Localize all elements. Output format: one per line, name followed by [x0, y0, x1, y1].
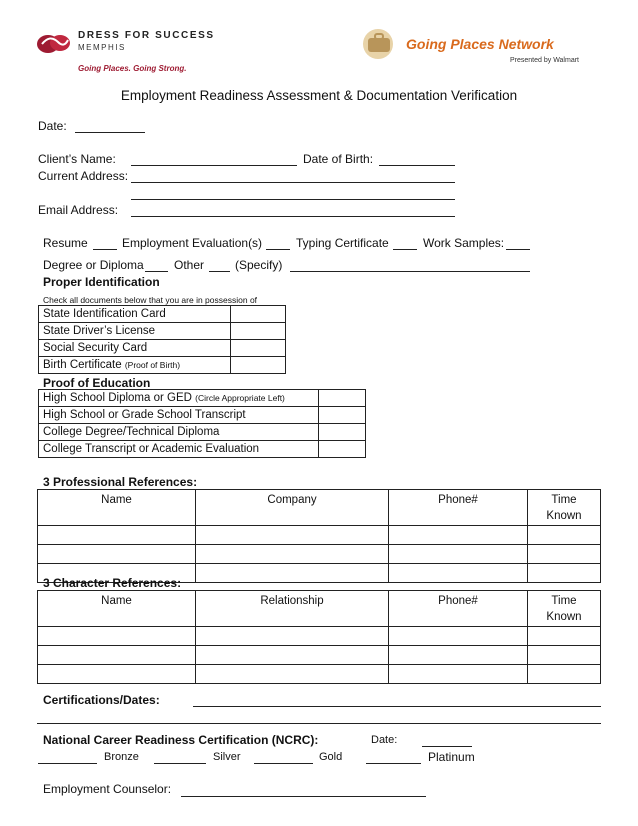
table-row — [38, 545, 601, 564]
proper-id-label: Social Security Card — [39, 340, 231, 357]
column-header-name: Name — [38, 490, 196, 526]
gpn-logo — [360, 26, 580, 70]
ncrc-date-label: Date: — [371, 734, 398, 746]
specify-field[interactable] — [290, 271, 530, 272]
other-label: Other — [174, 258, 205, 272]
date-field[interactable] — [75, 132, 145, 133]
proper-id-table — [38, 305, 286, 374]
ref-name-cell[interactable] — [38, 646, 196, 665]
client-name-field[interactable] — [131, 165, 297, 166]
platinum-label: Platinum — [428, 750, 475, 764]
employment-eval-label: Employment Evaluation(s) — [122, 236, 263, 250]
gpn-luggage-icon — [360, 28, 400, 60]
ncrc-label: National Career Readiness Certification (NCRC): — [43, 733, 319, 747]
gpn-presented: Presented by Walmart — [510, 57, 579, 64]
dfs-tagline: Going Places. Going Strong. — [78, 64, 187, 73]
ref-phone-cell[interactable] — [389, 545, 528, 564]
silver-label: Silver — [213, 751, 241, 763]
column-header-time-known: Time Known — [528, 591, 601, 627]
ref-company-cell[interactable] — [196, 545, 389, 564]
table-row — [38, 627, 601, 646]
ref-company-cell[interactable] — [196, 564, 389, 583]
ref-relationship-cell[interactable] — [196, 665, 389, 684]
proper-id-instruction: Check all documents below that you are in possession of — [43, 295, 258, 305]
education-label: College Degree/Technical Diploma — [39, 424, 319, 441]
table-row — [39, 390, 366, 407]
dfs-location: MEMPHIS — [78, 43, 126, 52]
education-heading: Proof of Education — [43, 376, 151, 390]
professional-refs-heading: 3 Professional References: — [43, 475, 198, 489]
section-divider — [37, 723, 601, 724]
proper-id-checkbox[interactable] — [231, 357, 286, 374]
dob-label: Date of Birth: — [303, 152, 374, 166]
proper-id-checkbox[interactable] — [231, 340, 286, 357]
ref-relationship-cell[interactable] — [196, 646, 389, 665]
education-checkbox[interactable] — [319, 390, 366, 407]
table-row — [39, 323, 286, 340]
dfs-emblem-icon — [36, 30, 72, 58]
ref-name-cell[interactable] — [38, 545, 196, 564]
typing-label: Typing Certificate — [296, 236, 389, 250]
professional-refs-table — [37, 489, 601, 583]
ref-phone-cell[interactable] — [389, 526, 528, 545]
address-label: Current Address: — [38, 169, 129, 183]
column-header-phone: Phone# — [389, 591, 528, 627]
ref-relationship-cell[interactable] — [196, 627, 389, 646]
dfs-brand: DRESS FOR SUCCESS — [78, 30, 215, 41]
column-header-time-known: Time Known — [528, 490, 601, 526]
resume-label: Resume — [43, 236, 88, 250]
proper-id-heading: Proper Identification — [43, 275, 160, 289]
column-header-company: Company — [196, 490, 389, 526]
dob-field[interactable] — [379, 165, 455, 166]
counselor-field[interactable] — [181, 796, 426, 797]
ref-time-cell[interactable] — [528, 646, 601, 665]
ref-name-cell[interactable] — [38, 627, 196, 646]
ref-time-cell[interactable] — [528, 545, 601, 564]
date-label: Date: — [38, 119, 67, 133]
gold-label: Gold — [319, 751, 343, 763]
address-field-2[interactable] — [131, 199, 455, 200]
certifications-label: Certifications/Dates: — [43, 693, 160, 707]
address-field[interactable] — [131, 182, 455, 183]
proper-id-label: State Identification Card — [39, 306, 231, 323]
ref-time-cell[interactable] — [528, 526, 601, 545]
character-refs-heading: 3 Character References: — [43, 576, 182, 590]
other-field[interactable] — [209, 271, 230, 272]
table-row — [38, 646, 601, 665]
ref-phone-cell[interactable] — [389, 665, 528, 684]
email-label: Email Address: — [38, 203, 119, 217]
dfs-logo — [36, 26, 246, 74]
bronze-label: Bronze — [104, 751, 139, 763]
education-table — [38, 389, 366, 458]
gpn-brand: Going Places Network — [406, 36, 554, 52]
table-row — [39, 407, 366, 424]
table-row — [38, 526, 601, 545]
education-note: (Circle Appropriate Left) — [195, 393, 285, 403]
education-label: High School Diploma or GED (Circle Appropriate Left) — [39, 390, 319, 407]
page-title: Employment Readiness Assessment & Documentation Verification — [120, 88, 518, 103]
proper-id-label: Birth Certificate (Proof of Birth) — [39, 357, 231, 374]
proper-id-checkbox[interactable] — [231, 323, 286, 340]
ref-time-cell[interactable] — [528, 665, 601, 684]
ref-name-cell[interactable] — [38, 665, 196, 684]
ref-time-cell[interactable] — [528, 564, 601, 583]
work-samples-field[interactable] — [506, 249, 530, 250]
column-header-name: Name — [38, 591, 196, 627]
platinum-field[interactable] — [366, 763, 421, 764]
proper-id-note: (Proof of Birth) — [124, 360, 181, 370]
table-row — [39, 306, 286, 323]
education-checkbox[interactable] — [319, 407, 366, 424]
specify-label: (Specify) — [235, 258, 283, 272]
table-header-row — [38, 490, 601, 526]
table-row — [38, 665, 601, 684]
degree-field[interactable] — [145, 271, 168, 272]
ref-time-cell[interactable] — [528, 627, 601, 646]
ref-phone-cell[interactable] — [389, 646, 528, 665]
table-row — [39, 424, 366, 441]
ref-company-cell[interactable] — [196, 526, 389, 545]
email-field[interactable] — [131, 216, 455, 217]
education-label: High School or Grade School Transcript — [39, 407, 319, 424]
client-name-label: Client’s Name: — [38, 152, 116, 166]
ref-phone-cell[interactable] — [389, 564, 528, 583]
degree-label: Degree or Diploma — [43, 258, 144, 272]
silver-field[interactable] — [154, 763, 206, 764]
table-row — [39, 340, 286, 357]
table-header-row — [38, 591, 601, 627]
resume-field[interactable] — [93, 249, 117, 250]
work-samples-label: Work Samples: — [423, 236, 505, 250]
counselor-label: Employment Counselor: — [43, 782, 172, 796]
table-row — [39, 357, 286, 374]
typing-field[interactable] — [393, 249, 417, 250]
gold-field[interactable] — [254, 763, 313, 764]
education-checkbox[interactable] — [319, 424, 366, 441]
education-checkbox[interactable] — [319, 441, 366, 458]
table-row — [39, 441, 366, 458]
character-refs-table — [37, 590, 601, 684]
proper-id-label: State Driver’s License — [39, 323, 231, 340]
column-header-phone: Phone# — [389, 490, 528, 526]
proper-id-checkbox[interactable] — [231, 306, 286, 323]
ref-phone-cell[interactable] — [389, 627, 528, 646]
bronze-field[interactable] — [38, 763, 97, 764]
employment-eval-field[interactable] — [266, 249, 290, 250]
certifications-field[interactable] — [193, 706, 601, 707]
ref-name-cell[interactable] — [38, 526, 196, 545]
ncrc-date-field[interactable] — [422, 746, 472, 747]
column-header-relationship: Relationship — [196, 591, 389, 627]
education-label: College Transcript or Academic Evaluation — [39, 441, 319, 458]
